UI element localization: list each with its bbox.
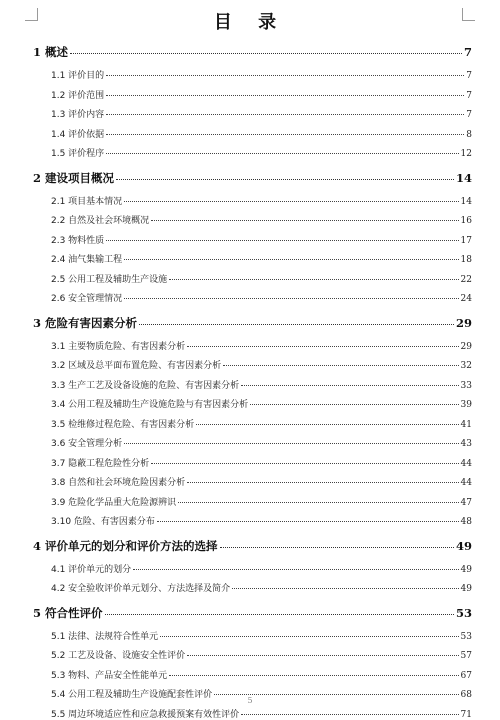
toc-section-entry[interactable]	[51, 358, 472, 371]
toc-section-entry[interactable]	[51, 475, 472, 488]
toc-section-entry[interactable]	[51, 456, 472, 469]
dot-leader	[106, 95, 464, 96]
toc-section-entry[interactable]	[51, 213, 472, 226]
toc-entry-label: 2.1 项目基本情况	[51, 196, 123, 207]
toc-entry-label: 1.4 评价依据	[51, 129, 105, 140]
toc-entry-page: 7	[466, 90, 472, 101]
toc-section-entry[interactable]	[51, 562, 472, 575]
toc-entry-label: 5.5 周边环境适应性和应急救援预案有效性评价	[51, 709, 240, 720]
toc-chapter-entry[interactable]	[33, 538, 472, 554]
toc-section-entry[interactable]	[51, 339, 472, 352]
dot-leader	[105, 614, 454, 615]
toc-section-entry[interactable]	[51, 581, 472, 594]
toc-entry-page: 44	[460, 458, 472, 469]
toc-entry-page: 44	[460, 478, 472, 488]
toc-entry-label: 5.1 法律、法规符合性单元	[51, 631, 159, 642]
dot-leader	[124, 443, 458, 444]
toc-section-entry[interactable]	[51, 107, 472, 120]
dot-leader	[116, 179, 454, 180]
toc-entry-page: 49	[455, 538, 472, 553]
toc-entry-page: 29	[460, 341, 472, 352]
dot-leader	[160, 636, 458, 637]
dot-leader	[241, 714, 458, 715]
toc-entry-label: 1.5 评价程序	[51, 149, 105, 159]
toc-section-entry[interactable]	[51, 668, 472, 681]
dot-leader	[106, 240, 458, 241]
dot-leader	[187, 482, 458, 483]
dot-leader	[151, 463, 458, 464]
toc-entry-label: 4.2 安全验收评价单元划分、方法选择及简介	[51, 584, 231, 594]
toc-entry-page: 53	[460, 631, 472, 642]
toc-section-entry[interactable]	[51, 495, 472, 508]
toc-entry-label: 3.4 公用工程及辅助生产设施危险与有害因素分析	[51, 400, 249, 410]
toc-entry-page: 8	[466, 129, 472, 140]
toc-entry-label: 1.3 评价内容	[51, 110, 105, 120]
dot-leader	[124, 259, 458, 260]
toc-entry-label: 3.1 主要物质危险、有害因素分析	[51, 341, 186, 352]
toc-entry-page: 39	[460, 400, 472, 410]
toc-entry-label: 5.3 物料、产品安全性能单元	[51, 670, 168, 681]
toc-entry-page: 14	[455, 170, 472, 185]
page-title: 目 录	[213, 12, 287, 33]
dot-leader	[106, 153, 458, 154]
toc-entry-page: 7	[466, 110, 472, 120]
toc-entry-page: 68	[460, 690, 472, 700]
dot-leader	[157, 521, 459, 522]
toc-entry-label: 2.5 公用工程及辅助生产设施	[51, 274, 168, 285]
toc-entry-page: 33	[460, 380, 472, 391]
toc-entry-page: 49	[460, 584, 472, 594]
toc-section-entry[interactable]	[51, 629, 472, 642]
toc-entry-label: 5 符合性评价	[33, 605, 103, 620]
dot-leader	[106, 134, 464, 135]
toc-entry-page: 7	[466, 71, 472, 81]
toc-entry-label: 3.5 检维修过程危险、有害因素分析	[51, 419, 195, 430]
dot-leader	[232, 588, 458, 589]
toc-section-entry[interactable]	[51, 648, 472, 661]
toc-entry-label: 4.1 评价单元的划分	[51, 564, 132, 575]
toc-section-entry[interactable]	[51, 436, 472, 449]
toc-entry-page: 53	[455, 605, 472, 620]
toc-section-entry[interactable]	[51, 417, 472, 430]
toc-section-entry[interactable]	[51, 378, 472, 391]
dot-leader	[139, 324, 454, 325]
toc-entry-page: 67	[460, 670, 472, 681]
dot-leader	[178, 502, 458, 503]
page-number: 5	[247, 696, 253, 705]
dot-leader	[250, 404, 458, 405]
toc-entry-page: 57	[460, 651, 472, 661]
toc-section-entry[interactable]	[51, 127, 472, 140]
dot-leader	[220, 547, 454, 548]
dot-leader	[151, 220, 458, 221]
toc-entry-page: 16	[460, 216, 472, 226]
toc-entry-page: 14	[460, 196, 472, 207]
toc-entry-page: 7	[463, 45, 472, 59]
dot-leader	[223, 365, 458, 366]
dot-leader	[70, 53, 462, 54]
toc-entry-label: 5.2 工艺及设备、设施安全性评价	[51, 651, 186, 661]
toc-section-entry[interactable]	[51, 272, 472, 285]
toc-entry-label: 3.9 危险化学品重大危险源辨识	[51, 497, 177, 508]
toc-entry-page: 29	[455, 315, 472, 330]
toc-entry-page: 32	[460, 361, 472, 371]
dot-leader	[133, 569, 458, 570]
toc-section-entry[interactable]	[51, 194, 472, 207]
toc-entry-label: 2.6 安全管理情况	[51, 294, 123, 304]
toc-entry-label: 5.4 公用工程及辅助生产设施配套性评价	[51, 690, 213, 700]
toc-entry-page: 49	[460, 564, 472, 575]
toc-chapter-entry[interactable]	[33, 315, 472, 331]
toc-section-entry[interactable]	[51, 68, 472, 81]
toc-entry-page: 12	[460, 149, 472, 159]
toc-entry-label: 1.2 评价范围	[51, 90, 105, 101]
toc-section-entry[interactable]	[51, 397, 472, 410]
toc-entry-page: 24	[460, 294, 472, 304]
toc-entry-page: 47	[460, 497, 472, 508]
toc-entry-label: 3.2 区域及总平面布置危险、有害因素分析	[51, 361, 222, 371]
dot-leader	[106, 114, 464, 115]
dot-leader	[241, 385, 458, 386]
toc-entry-label: 2.4 油气集输工程	[51, 255, 123, 265]
toc-entry-label: 3.10 危险、有害因素分布	[51, 517, 155, 527]
toc-entry-label: 4 评价单元的划分和评价方法的选择	[33, 538, 218, 553]
toc-entry-page: 41	[460, 419, 472, 430]
toc-entry-page: 71	[460, 709, 472, 720]
toc-entry-label: 3.7 隐蔽工程危险性分析	[51, 458, 150, 469]
dot-leader	[187, 655, 458, 656]
toc-entry-label: 3.8 自然和社会环境危险因素分析	[51, 478, 186, 488]
toc-entry-page: 17	[460, 235, 472, 246]
toc-chapter-entry[interactable]	[33, 170, 472, 186]
dot-leader	[214, 694, 458, 695]
toc-entry-page: 48	[460, 517, 472, 527]
toc-entry-label: 2 建设项目概况	[33, 170, 115, 185]
toc-section-entry[interactable]	[51, 514, 472, 527]
dot-leader	[196, 424, 458, 425]
toc-entry-page: 22	[460, 274, 472, 285]
dot-leader	[187, 346, 458, 347]
toc-entry-page: 18	[460, 255, 472, 265]
toc-section-entry[interactable]	[51, 252, 472, 265]
toc-section-entry[interactable]	[51, 707, 472, 720]
toc-chapter-entry[interactable]	[33, 605, 472, 621]
toc-entry-page: 43	[460, 439, 472, 449]
dot-leader	[124, 298, 458, 299]
toc-entry-label: 1 概述	[33, 45, 69, 59]
dot-leader	[169, 675, 458, 676]
dot-leader	[169, 279, 458, 280]
dot-leader	[124, 201, 458, 202]
toc-entry-label: 2.2 自然及社会环境概况	[51, 216, 150, 226]
toc-entry-label: 3 危险有害因素分析	[33, 315, 138, 330]
toc-section-entry[interactable]	[51, 146, 472, 159]
toc-entry-label: 2.3 物料性质	[51, 235, 105, 246]
toc-entry-label: 3.6 安全管理分析	[51, 439, 123, 449]
toc-section-entry[interactable]	[51, 88, 472, 101]
toc-entry-label: 1.1 评价目的	[51, 71, 105, 81]
toc-entry-label: 3.3 生产工艺及设备设施的危险、有害因素分析	[51, 380, 240, 391]
toc-section-entry[interactable]	[51, 291, 472, 304]
toc-section-entry[interactable]	[51, 233, 472, 246]
dot-leader	[106, 75, 464, 76]
toc-chapter-entry[interactable]	[33, 44, 472, 60]
